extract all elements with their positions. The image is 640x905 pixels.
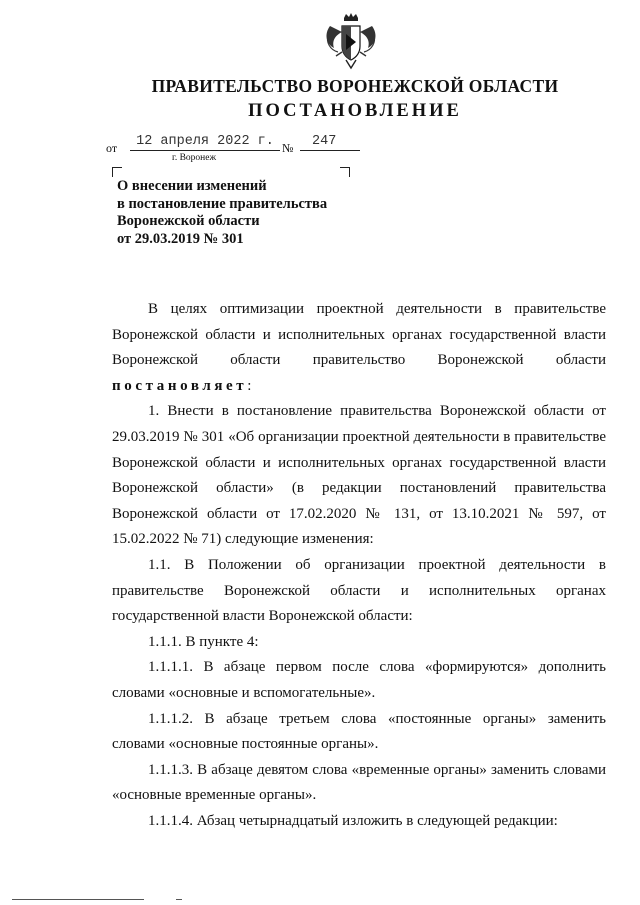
document-body bbox=[112, 297, 606, 834]
preamble-colon: : bbox=[247, 377, 252, 394]
date-underline bbox=[130, 150, 280, 151]
paragraph-1-1-1-2: 1.1.1.2. В абзаце третьем слова «постоянные органы» заменить словами «основные постоянные органы». bbox=[112, 710, 606, 753]
coat-of-arms-icon bbox=[322, 12, 380, 70]
paragraph-preamble bbox=[112, 297, 606, 399]
footer-tick bbox=[176, 899, 182, 900]
subject-line: О внесении изменений bbox=[117, 178, 267, 194]
paragraph-1-1-1-4: 1.1.1.4. Абзац четырнадцатый изложить в следующей редакции: bbox=[148, 812, 558, 829]
paragraph-1-1-1-3: 1.1.1.3. В абзаце девятом слова «временные органы» заменить словами «основные временные органы». bbox=[112, 761, 606, 804]
document-type: ПОСТАНОВЛЕНИЕ bbox=[248, 101, 462, 121]
document-meta bbox=[106, 134, 366, 156]
subject-line: Воронежской области bbox=[117, 213, 260, 229]
document-date: 12 апреля 2022 г. bbox=[136, 134, 274, 149]
document-number: 247 bbox=[312, 134, 337, 149]
subject-bracket-right bbox=[340, 167, 350, 177]
paragraph-1-1-1: 1.1.1. В пункте 4: bbox=[148, 633, 259, 650]
date-prefix: от bbox=[106, 141, 118, 155]
number-label: № bbox=[282, 141, 294, 155]
subject-line: в постановление правительства bbox=[117, 195, 328, 212]
footer-rule bbox=[12, 899, 144, 900]
document-subject bbox=[117, 178, 377, 248]
subject-bracket-left bbox=[112, 167, 122, 177]
paragraph-1: 1. Внести в постановление правительства Воронежской области от 29.03.2019 № 301 «Об организации проектной деятельности в правительстве Воронежской области и исполнительных органах государственной власти Воронежской области» (в редакции постановлений правительства Воронежской области от 17.02.2020 № 131, от 13.10.2021 № 597, от 15.02.2022 № 71) следующие изменения: bbox=[112, 403, 606, 548]
paragraph-1-1-1-1: 1.1.1.1. В абзаце первом после слова «формируются» дополнить словами «основные и вспомогательные». bbox=[112, 659, 606, 701]
number-underline bbox=[300, 150, 360, 151]
document-city: г. Воронеж bbox=[172, 153, 217, 163]
paragraph-1-1: 1.1. В Положении об организации проектной деятельности в правительстве Воронежской области и исполнительных органах государственной власти Воронежской области: bbox=[112, 556, 606, 625]
subject-line: от 29.03.2019 № 301 bbox=[117, 230, 244, 247]
resolves-word: постановляет bbox=[112, 377, 248, 394]
preamble-text: В целях оптимизации проектной деятельности в правительстве Воронежской области и исполнительных органах государственной власти Воронежской области правительство Воронежской области bbox=[112, 301, 606, 369]
government-title: ПРАВИТЕЛЬСТВО ВОРОНЕЖСКОЙ ОБЛАСТИ bbox=[151, 76, 559, 96]
